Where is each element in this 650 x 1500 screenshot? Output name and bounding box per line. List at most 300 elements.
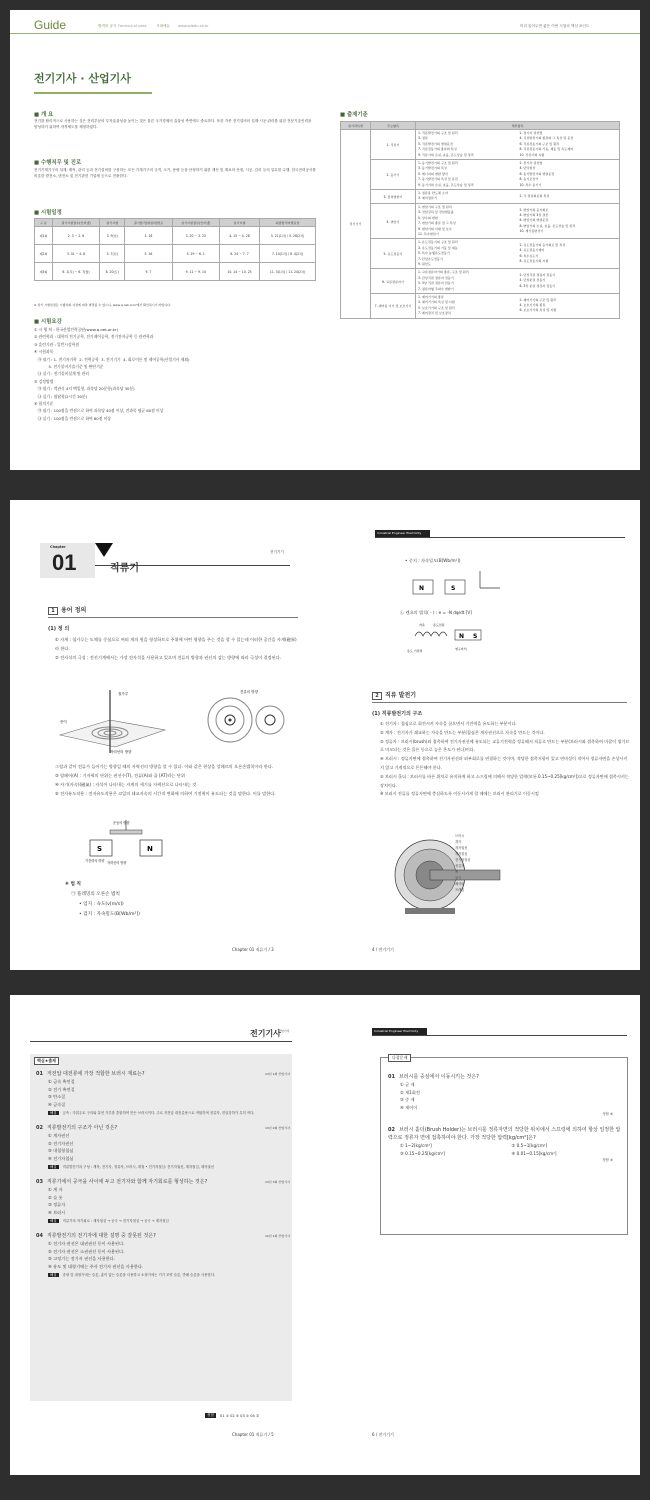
criteria-item: 7. 제어용 기기 및 보호기기 [371,293,416,318]
explanation-text: 금속 : 가뤄우로 구리와 흑연 가루를 혼합하여 만든 브러시이다. 주로 저전압 대전류용으로 적합하며 정류자, 전압강하가 특히 작다. [62,1111,255,1115]
guide-label: Guide [34,18,67,32]
criteria-col-subject: 필기과목명 [341,122,371,130]
criteria-detail-b [518,269,620,294]
lenz-label-magnet: 영구자석 [455,647,467,651]
criteria-detail: 11. 특수변압기 [418,231,439,236]
schedule-note: ※ 상기 시험일정은 시행처의 사정에 따라 변경될 수 있으니, www.q-net.or.kr에서 확인하시기 바랍니다. [34,303,172,307]
motor-label: 공극 [455,876,462,880]
choice: ④ 전기자철심 [48,1155,74,1161]
criteria-detail: 6. 변압기의 병렬운전 [519,218,549,223]
schedule-cell: 5. 21(1차) / 5. 28(2차) [260,227,316,245]
explanation [36,1272,290,1278]
core-label: 핵심★출제 [34,1057,59,1065]
schedule-cell: 6. 24 ~ 7. 7 [219,245,259,263]
question-header [36,1232,290,1240]
practice-choices [388,1142,623,1157]
criteria-detail: 3. 제어정류기 [418,196,437,201]
criteria-detail: 7. 직류전동기의 종류와 특성 [418,147,457,152]
practice-choice: ② 제1회전 [400,1089,420,1095]
motor-label: 전기자철심 [455,858,471,862]
question-header [36,1124,290,1132]
choice: ① 전기자 권선은 대권권선 등이 사용된다. [48,1241,125,1246]
structure-line: ③ 정류자 : 브러시(brush)와 접촉하여 전기자권선에 유도되는 교류기전력을 정류해서 직류로 만드는 부분(브러시와 접촉하여 마찰이 생기므로 마모되는 것은 물론 등으로 높은 온도가 된다)이다. [380,738,630,753]
criteria-detail: 1. 유도전동기의 구조 및 원리 [418,240,458,245]
exam-line: ㉮ 필기 : 1. 전기자기학 2. 전력공학 3. 전기기기 4. 회로이론 및 제어공학(산업기사 제외) [34,356,190,362]
criteria-detail: 2. 단상직권 정류자 전동기 [519,273,556,278]
criteria-detail: 3. 제어기기의 특성 및 시험 [418,300,455,305]
def-ampere-turn: ③ 암페어(A) : 기자력의 단위는 권선수(T), 전류(A)와 곱 [AT]라는 단위 [55,773,185,778]
practice-question-text: 브러시 홀더(Brush Holder)는 브러시를 정류자면의 적당한 위치에서 스프링에 의하여 항상 일정한 압력으로 정류자 면에 접촉하여야 한다. 가장 적당한 압력[kg/cm²]은? [388,1127,621,1141]
question-number: 04 [36,1233,43,1239]
schedule-cell: 3. 20 ~ 3. 23 [172,227,219,245]
criteria-detail-a [416,160,518,190]
schedule-cell: 10. 14 ~ 10. 25 [219,263,259,281]
exam-line: ③ 훈련기관 : 일반시설학원 [34,341,79,347]
criteria-detail: 9. 원선도 [418,261,431,266]
schedule-cell: 2. 3 ~ 2. 6 [52,227,99,245]
choice: ① 금속 흑연질 [48,1079,75,1084]
schedule-cell: 제1회 [35,227,53,245]
defs2-block [55,762,300,798]
page-title: 전기기사 · 산업기사 [34,72,131,85]
page-guide [10,10,640,470]
practice-question [388,1126,623,1162]
page-header [10,10,640,34]
criteria-item: 2. 동기기 [371,160,416,190]
lenz-label-current: 유도전류 [433,623,445,627]
chapter-label: Chapter [50,545,66,549]
practice-question [388,1073,623,1116]
criteria-detail: 7. 변압기의 종류 및 그 특성 [418,221,456,226]
fig2-label-flux: 자력선의 방향 [107,861,127,865]
chapter-triangle [95,543,113,557]
exam-lines [34,326,316,422]
question-text: 직류기에서 공극을 사이에 두고 전기자와 함께 자기회로를 형성하는 것은? [46,1179,208,1185]
schedule-row [35,245,316,263]
def-electromagnet-polarity: ② 전자석의 극성 : 전선기계에서는 가장 전자석을 사용하고 있으며 전류의 방향과 권선의 감는 방향에 따라 극성이 결정된다. [55,655,282,660]
practice-choice: ① 균 제 [400,1082,415,1087]
practice-question-list [388,1073,623,1172]
criteria-detail: 9. 동기기의 손실, 효율, 온도상승 및 정격 [418,182,474,187]
criteria-col-detail: 세부항목 [416,122,620,130]
explanation [36,1110,290,1116]
criteria-detail: 3. 정류 [418,136,428,141]
def-magnetism: ④ 자기(자속)(磁氣) : 자석이 나타내는 자계의 세기를 자력선으로 나타내는 것 [55,782,197,787]
criteria-heading: ■ 출제기준 [340,112,368,118]
explanation [36,1164,290,1170]
svg-text:S: S [97,845,103,853]
answer-label: 정답 [207,1413,214,1417]
exam-line: ㉯ 실기 : 100점을 만점으로 하여 60점 이상 [34,415,111,421]
criteria-detail: 5. 특수 농형유도전동기 [418,251,450,256]
choice: ③ 고정기는 전기자 권선을 사용한다. [48,1256,116,1261]
def-ampere-rule: 그림과 같이 전류가 들어가는 방향일 때의 자력선의 방향을 알 수 있다. 이와 같은 현상을 앙페르의 오른손법칙이라 한다. [55,764,274,769]
choice: ① 계자권선 [48,1133,70,1138]
overview-heading: ■ 개 요 [34,112,54,118]
criteria-item: 6. 교류정류자기 [371,269,416,294]
criteria-detail: 9. 변압기의 시험 및 보수 [418,226,452,231]
criteria-item: 5. 유도전동기 [371,239,416,269]
motor-labels [455,833,470,893]
structure-line: ⑤ 브러시 홀더 : 브러시를 바른 위치로 유지하게 하고 스프링에 의해서 적당한 압력(보통 0.15~0.25[kg/cm²])으로 정류자면에 접촉시키는 장치이다. [380,773,629,788]
criteria-detail: 2. 제어기기의 구조 및 원리 [519,297,557,302]
practice-choice: ③ 중 제 [400,1097,415,1102]
criteria-detail: 3. 유도전동기의 기동 및 제동 [418,245,458,250]
question-text: 직류발전기의 구조가 아닌 것은? [46,1125,118,1131]
question-item [36,1124,290,1170]
criteria-item: 4. 변압기 [371,203,416,238]
motor-label: 프레임 [455,888,465,892]
schedule-cell: 8. 20(토) [100,263,125,281]
schedule-cell: 3. 16 [125,227,172,245]
structure-line: ④ 브러시 : 정류자면에 접촉하여 전기자권선과 외부회로를 연결하는 것이며, 적당한 접촉저항이 있고 연마성이 적어서 정류자면을 손상시키지 않고 기계적으로 튼튼해야 한다. [380,756,628,770]
explanation-label: 해설 [50,1219,57,1223]
criteria-detail: 5. 직류발전기의 병렬운전 [418,141,453,146]
choice: ① 계 자 [48,1187,63,1192]
criteria-detail: 6. 동기발전기의 병렬운전 [519,171,555,176]
question-item [36,1232,290,1278]
criteria-col-item: 주요항목 [371,122,416,130]
exam-line: ㉯ 실기 : 필답형(2시간 30분) [34,393,88,399]
question-text: 저전압 대전류에 가장 적합한 브러시 재료는? [46,1071,145,1077]
explanation-label: 해설 [50,1165,57,1169]
criteria-detail: 5. 보호기기의 구조 및 원리 [418,305,455,310]
fig2-label-motion: 운동의 방향 [113,821,130,825]
choice: ② 전기자 권선은 소권권선 등이 사용된다. [48,1248,125,1254]
practice-label: 다잡문제 [388,1054,411,1062]
criteria-header-row [341,122,620,130]
question-header [36,1178,290,1186]
schedule-cell: 5. 29 ~ 6. 1 [172,245,219,263]
criteria-detail: 3. 전압강하 및 전압변동률 [418,210,454,215]
right-header-badge: Industrial Engineer Electricity [375,530,430,537]
criteria-item: 3. 전력변환기 [371,190,416,204]
schedule-cell: 제3회 [35,263,53,281]
generator-principle-figure [85,818,175,866]
practice-answer: 정답 ④ [602,1112,613,1116]
explanation-label: 해설 [50,1111,57,1115]
exam-line: 5. 전기설비기술기준 및 판단기준 [34,364,104,370]
choice: ④ 브러시 [48,1209,66,1215]
practice-question-header [388,1073,623,1081]
choice: ④ 유도 및 대형기에는 주자 전기자 권선을 사용한다. [48,1263,144,1269]
p3-right-header-badge: Industrial Engineer Electricity [372,1028,427,1035]
defs-block [55,635,300,662]
question-text: 직류발전기의 전기자에 대한 설명 중 잘못된 것은? [46,1233,156,1239]
criteria-detail-a [416,269,518,294]
choice: ② 슬 롯 [48,1194,63,1200]
exam-line: ⑤ 검정방법 [34,378,54,384]
flux-density-figure [405,568,515,606]
choices [36,1186,290,1216]
explanation-label: 해설 [50,1273,57,1277]
right-bullet-1: • 중지 : 자속밀도(B[Wb/m²]) [405,558,461,563]
question-number: 02 [36,1125,43,1131]
practice-choice: ② 0.5~1[kg/cm²] [511,1143,548,1148]
def-induction: ⑤ 전자유도작용 : 전자유도작용은 코일의 쇄교자속의 시간적 변화에 의하여 기전력이 유도되는 것을 말한다. 이를 말한다. [55,791,276,796]
criteria-detail: 4. 단락현상 [519,166,536,171]
practice-choice: ④ 제어이 [400,1104,418,1110]
def-magnetic-field: ① 자계 : 철가루는 도체를 중심으로 여러 개의 원을 형성하므로 주위에 어떤 영향을 주는 것을 할 수 있는데 이러한 공간을 자계(磁界)라 한다. [55,637,297,651]
choice: ② 전기 흑연질 [48,1086,75,1092]
practice-choice: ④ 0.01~0.15[kg/cm²] [511,1150,557,1156]
criteria-detail: 1. 동기발전기의 구조 및 원리 [418,161,458,166]
fig1-label-paper: 종이 [60,720,67,724]
criteria-detail: 6. 특수유도기 [519,253,539,258]
right-law-2: ㉡ 렌츠의 법칙( - ) : e = -N dφ/dt [V] [400,610,472,615]
practice-question-text: 브러시를 중심에서 이동시키는 것은? [398,1074,479,1080]
svg-text:S: S [451,585,456,592]
footer-page4: 4 / 전기기기 [372,947,394,952]
explanation-text: 직류기의 자기회로 : 계자철심 → 공극 → 전기자철심 → 공극 → 계자철심 [62,1219,169,1223]
question-tag: 13년 3회 산업기사 [264,1180,290,1184]
fig1-label-current-dir: 전류의 방향 [240,690,259,694]
criteria-detail: 1. 변압기의 구조 및 원리 [418,204,452,209]
choices [36,1240,290,1270]
practice-question-header [388,1126,623,1142]
schedule-cell: 9. 11 ~ 9. 14 [172,263,219,281]
practice-choices [388,1081,623,1111]
overview-text: 전기를 합리적으로 사용하는 것은 전력부문의 투자효율성을 높이는 것은 물론 국가경제의 효율성 측면에도 중요하다. 또한 각종 전기설비의 설계·시공·관리를 위한 전문기술인력을 양성하기 위하여 자격제도를 제정하였다. [34,119,312,130]
fig2-label-emf: 기전력의 방향 [85,859,105,863]
question-item [36,1178,290,1224]
fig1-label-flux-dir: 자력선의 방향 [110,750,132,754]
practice-question-number: 02 [388,1127,395,1133]
duties-text: 전기기계기구의 설계, 제작, 관리 등과 전기설비를 구성하는 모든 기계기구의 규격, 크기, 용량 등을 산정하기 위한 계산 및 재료의 산정, 시공, 감리 등의 업무를 수행. 한국전력공사를 비롯한 발전소, 변전소 및 전기관련 기업체 등으로 진출한다. [34,168,316,179]
criteria-detail: 5. 에너지의 변환 방식 [418,171,448,176]
motor-label: 계자권선 [455,846,468,850]
sub3-heading: (1) 직류발전기의 구조 [372,711,423,717]
criteria-detail-b [518,239,620,269]
law-line-1: ㉠ 플레밍의 오른손 법칙 [71,892,120,897]
practice-choice: ③ 0.15~0.25[kg/cm²] [400,1150,446,1156]
p3-header-title: 전기기사 [250,1029,281,1038]
explanation [36,1218,290,1224]
schedule-header-row [35,219,316,227]
schedule-row [35,227,316,245]
lenz-law-figure [405,618,495,658]
criteria-detail: 4. 변압기의 3상 결선 [519,212,549,217]
criteria-item: 1. 직류기 [371,130,416,160]
lenz-label-emf: 유도 기전력 [407,649,423,653]
schedule-cell: 5. 7(일) [100,245,125,263]
exam-line: ⑥ 합격기준 [34,401,54,407]
schedule-cell: 4. 15 ~ 4. 28 [219,227,259,245]
criteria-row [341,203,620,238]
schedule-cell: 제2회 [35,245,53,263]
criteria-detail: 6. 보호기기의 특성 및 시험 [519,308,557,313]
page-questions [10,995,640,1475]
structure-block [380,720,630,828]
schedule-cell: 5. 16 [125,245,172,263]
answer-list: 01 ① 02 ③ 03 ① 04 ② [220,1414,260,1418]
criteria-detail: 4. 단상분권 전동기 [519,278,546,283]
practice-answer: 정답 ③ [602,1158,613,1162]
chapter-tag: 전기기기 [270,550,284,554]
schedule-header-3: 필기합격(예정자)발표 [125,219,172,227]
motor-label: 축 [455,870,459,874]
choices [36,1078,290,1108]
practice-question-number: 01 [388,1074,395,1080]
motor-label: 브러시 [455,834,465,838]
exam-line: ④ 시험과목 [34,349,54,355]
schedule-cell: 3. 9(일) [100,227,125,245]
criteria-row [341,293,620,318]
schedule-header-6: 최종합격자발표일 [260,219,316,227]
explanation-text: 중형 및 대형기에는 슬롯, 홈이 없는 슬롯을 사용하고 소형기에는 기기 모양 슬롯, 반폐 슬롯을 사용한다. [62,1273,216,1277]
criteria-detail: 2. 유도전동기의 등가회로 및 특성 [519,243,566,248]
question-tag: 13년 1회 산업기사 [264,1072,290,1076]
question-number: 03 [36,1179,43,1185]
footer-page6: 6 / 전기기기 [372,1432,394,1437]
structure-line: ① 전기자 : 철심으로 회전시켜 자속을 끊으면서 기전력을 유도하는 부분이다. [380,721,517,726]
sub1-heading: (1) 정 의 [48,626,70,632]
exam-heading: ■ 시험요강 [34,319,62,325]
question-list [36,1070,290,1286]
criteria-detail: 4. 유도전동기제어 [519,248,545,253]
choice: ② 전기자권선 [48,1140,74,1146]
criteria-detail: 2. 변압기의 등가회로 [519,207,549,212]
header-right: 미리 읽어두면 좋은 이번 시험의 핵심 포인트 [520,24,590,28]
criteria-row [341,269,620,294]
chapter-number: 01 [52,550,77,575]
criteria-detail: 1. 교류정류자기의 종류, 구조 및 원리 [418,270,469,275]
criteria-detail: 1. 제어기기의 종류 [418,294,444,299]
criteria-detail: 10. 계기용변성기 [519,229,544,234]
criteria-row [341,160,620,190]
criteria-detail: 3. 단상직권 정류자 전동기 [418,275,454,280]
chapter-banner [40,543,290,578]
criteria-detail: 2. 전기자 권선법 [519,161,543,166]
criteria-detail-a [416,293,518,318]
law-line-3: • 검지 : 자속밀도(B[Wb/m²]) [79,912,140,917]
criteria-detail-a [416,130,518,160]
question-number: 01 [36,1071,43,1077]
criteria-row [341,130,620,160]
motor-label: 계자 [455,840,462,844]
criteria-detail: 9. 직류기의 손실, 효율, 온도상승 및 정격 [418,152,474,157]
svg-text:S: S [473,633,478,640]
criteria-detail: 10. 직류기의 시험 [519,152,545,157]
criteria-detail: 1. 정류용 반도체 소자 [418,191,448,196]
criteria-detail: 8. 직류전동기의 기동, 제동 및 속도제어 [519,147,574,152]
criteria-detail-a [416,190,518,204]
criteria-detail-a [416,239,518,269]
criteria-detail: 5. 3상 직권 정류자 전동기 [418,281,454,286]
question-header [36,1070,290,1078]
motor-label: 계자철심 [455,852,468,856]
header-brand: 시대에듀 [156,24,170,28]
criteria-detail: 6. 직류전동기의 구조 및 원리 [519,141,560,146]
criteria-detail: 2. 각 정류회로의 특성 [519,193,550,198]
exam-line: ② 관련학과 : 대학의 전기공학, 전기제어공학, 전기전자공학 등 관련학과 [34,334,154,340]
motor-label: 베어링 [455,882,465,886]
schedule-header-2: 필기시험 [100,219,125,227]
svg-text:N: N [459,633,465,640]
criteria-table [340,121,620,319]
schedule-cell: 3. 31 ~ 4. 6 [52,245,99,263]
question-tag: 13년 2회 산업기사 [264,1126,290,1130]
law-line-2: • 엄지 : 속도(v[m/s]) [79,902,124,907]
right-hand-rule-figure [55,685,295,755]
svg-text:N: N [419,585,425,592]
choice: ③ 정류자 [48,1202,66,1207]
schedule-row [35,263,316,281]
criteria-detail: 6. 3상 분권 정류자 전동기 [519,283,556,288]
motor-label: 정류자 [455,864,465,868]
header-sub2: Formula of pass [118,24,147,28]
footer-page5: Chapter 01 직류기 / 5 [232,1432,274,1437]
criteria-detail: 3. 동기발전기의 특성 [418,166,447,171]
explanation-text: 직류발전기의 구성 : 계자, 전기자, 정류자, 브러시, 계철 • 전기자철심: 전기자권선, 계자철심, 계자권선 [62,1165,214,1169]
criteria-detail: 7. 단상유도전동기 [418,256,443,261]
fig1-label-iron: 철가루 [118,692,129,696]
duties-heading: ■ 수행직무 및 진로 [34,160,82,166]
criteria-detail: 4. 보호기기의 종류 [519,303,546,308]
schedule-cell: 6. 1(목) ~ 6. 7(월) [52,263,99,281]
title-underline [34,92,152,94]
schedule-header-5: 실기시험 [219,219,259,227]
criteria-subject: 전기기기 [341,130,371,319]
structure-line: ※ 브러시 전류를 정류자면에 충실하도록 이동시키게 할 때에는 브러시 관리기로 이동시킴 [380,791,539,797]
criteria-detail-b [518,190,620,204]
section2-heading: 2 직류 발전기 [372,690,416,700]
criteria-row [341,239,620,269]
exam-line: ㉯ 실기 : 전기설비설계 및 관리 [34,371,90,377]
footer-page3: Chapter 01 직류기 / 3 [232,947,274,952]
chapter-title: 직류기 [110,563,139,574]
criteria-detail-b [518,293,620,318]
question-tag: 12년 1회 산업기사 [264,1234,290,1238]
criteria-detail: 7. 제어장치 및 보호장치 [418,311,451,316]
schedule-header-4: 실기시험접수(인터넷) [172,219,219,227]
choice: ③ 내철형철심 [48,1148,74,1153]
dc-generator-figure [375,830,525,915]
criteria-detail: 8. 변압기의 손실, 효율, 온도상승 및 정격 [519,223,576,228]
exam-line: ㉮ 필기 : 100점을 만점으로 하여 과목당 40점 이상, 전과목 평균 60점 이상 [34,408,164,414]
schedule-table [34,218,316,281]
page-chapter1 [10,500,640,970]
lenz-label-flux: 자속 [419,623,425,627]
p3-header-sub: 산업기사 [278,1029,290,1033]
schedule-cell: 7. 14(1차) / 8. 4(2차) [260,245,316,263]
schedule-header-0: 구 분 [35,219,53,227]
schedule-header-1: 필기시험접수(인터넷) [52,219,99,227]
law-block [65,880,140,920]
choice: ③ 탄소질 [48,1094,66,1099]
law-heading: ⑥ 법 칙 [65,882,81,887]
criteria-detail: 10. 특수 동기기 [519,182,542,187]
structure-line: ② 계자 : 전기자가 쇄교하는 자속을 만드는 부분(철심은 계자권선으로 자속을 만드는 것이다. [380,729,545,735]
criteria-row [341,190,620,204]
criteria-detail: 1. 직류발전기의 구조 및 원리 [418,131,458,135]
header-url: www.sdedu.co.kr [178,24,209,28]
criteria-detail: 8. 유도전동기의 시험 [519,259,549,264]
choice: ④ 금속질 [48,1101,66,1107]
header-sub1: 합격의 공식 [98,24,117,28]
criteria-detail: 2. 전기자 권선법 [519,131,543,135]
criteria-detail-a [416,203,518,238]
section1-heading: 1 용어 정의 [48,605,86,615]
schedule-heading: ■ 시험일정 [34,210,62,216]
exam-line: ㉮ 필기 : 객관식 4지 택일형, 과목당 20문항(과목당 30분) [34,386,135,392]
criteria-detail: 7. 정류자형 주파수 변환기 [418,286,454,291]
question-item [36,1070,290,1116]
criteria-detail-b [518,130,620,160]
schedule-cell: 11. 3(1차) / 11. 24(2차) [260,263,316,281]
criteria-detail: 5. 상수의 변환 [418,215,438,220]
criteria-detail-b [518,203,620,238]
